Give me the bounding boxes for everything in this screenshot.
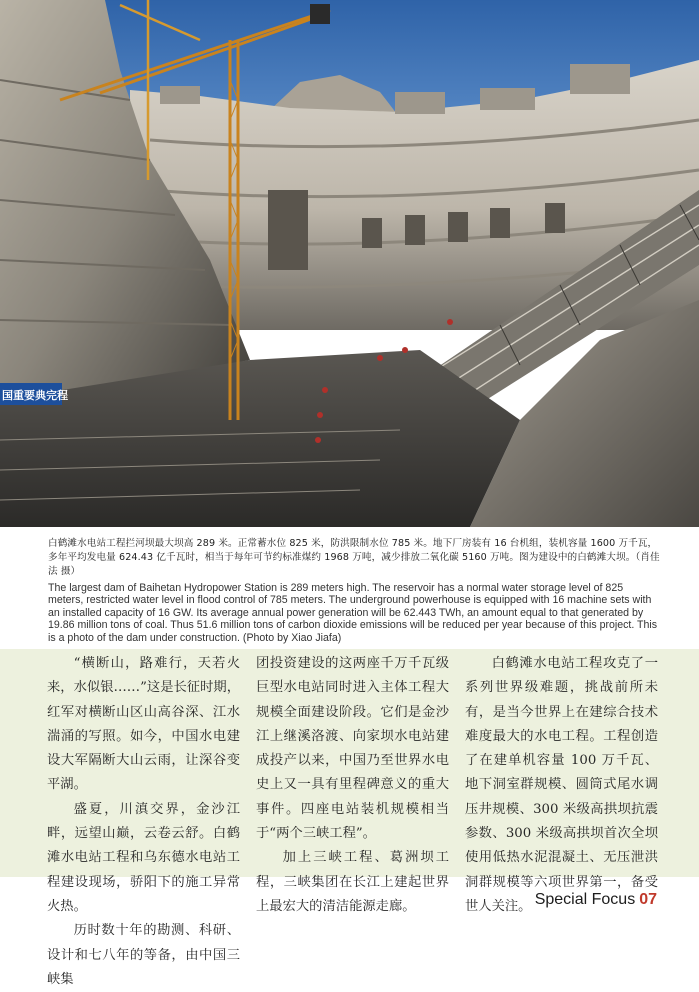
photo-caption <box>48 537 660 644</box>
paragraph-continued: 团投资建设的这两座千万千瓦级巨型水电站同时进入主体工程大规模全面建设阶段。它们是金沙江上继溪洛渡、向家坝水电站建成投产以来，中国乃至世界水电史上又一具有里程碑意义的重大事件。四座电站装机规模相当于“两个三峡工程”。 <box>256 656 449 842</box>
site-sign-text: 国重要典完程 <box>2 389 68 402</box>
crane-cab <box>310 4 330 24</box>
page-footer <box>535 891 657 915</box>
paragraph: 历时数十年的勘测、科研、设计和七八年的等备，由中国三峡集 <box>47 923 240 987</box>
page-number: 07 <box>639 891 657 908</box>
paragraph: 白鹤滩水电站工程攻克了一系列世界级难题，挑战前所未有，是当今世界上在建综合技术难度最大的水电工程。工程创造了在建单机容量 100 万千瓦、地下洞室群规模、圆筒式尾水调压井规模、300 米级高拱坝抗震参数、300 米级高拱坝首次全坝使用低热水泥混凝土、无压泄洪洞群规模等六项世界第一，备受世人关注。 <box>465 656 658 914</box>
paragraph: 盛夏，川滇交界，金沙江畔，远望山巅，云卷云舒。白鹤滩水电站工程和乌东德水电站工程建设现场，骄阳下的施工异常火热。 <box>47 801 240 914</box>
caption-chinese: 白鹤滩水电站工程拦河坝最大坝高 289 米。正常蓄水位 825 米，防洪限制水位 785 米。地下厂房装有 16 台机组，装机容量 1600 万千瓦，多年平均发电量 624.43 亿千瓦时，相当于每年可节约标准煤约 1968 万吨，减少排放二氧化碳 5160 万吨。图为建设中的白鹤滩大坝。（肖佳法 摄） <box>48 538 660 577</box>
paragraph: “横断山，路难行，天若火来，水似银……”这是长征时期，红军对横断山区山高谷深、江水湍涌的写照。如今，中国水电建设大军隔断大山云雨，让深谷变平湖。 <box>47 656 240 793</box>
article-column-1 <box>47 652 240 992</box>
article-column-2 <box>256 652 449 919</box>
caption-english: The largest dam of Baihetan Hydropower Station is 289 meters high. The reservoir has a normal water storage level of 825 meters, restricted water level in flood control of 785 meters. The underground powerhouse is equipped with 16 machine sets with an installed capacity of 16 GW. Its average annual power generation will be 62.443 TWh, an amount equal to that generated by 19.86 million tons of coal. Thus 51.6 million tons of carbon dioxide emissions will be reduced per year because of this project. This is a photo of the dam under construction. (Photo by Xiao Jiafa) <box>48 582 658 644</box>
paragraph: 加上三峡工程、葛洲坝工程，三峡集团在长江上建起世界上最宏大的清洁能源走廊。 <box>256 850 449 914</box>
article-column-3 <box>465 652 658 919</box>
section-title: Special Focus <box>534 891 636 908</box>
